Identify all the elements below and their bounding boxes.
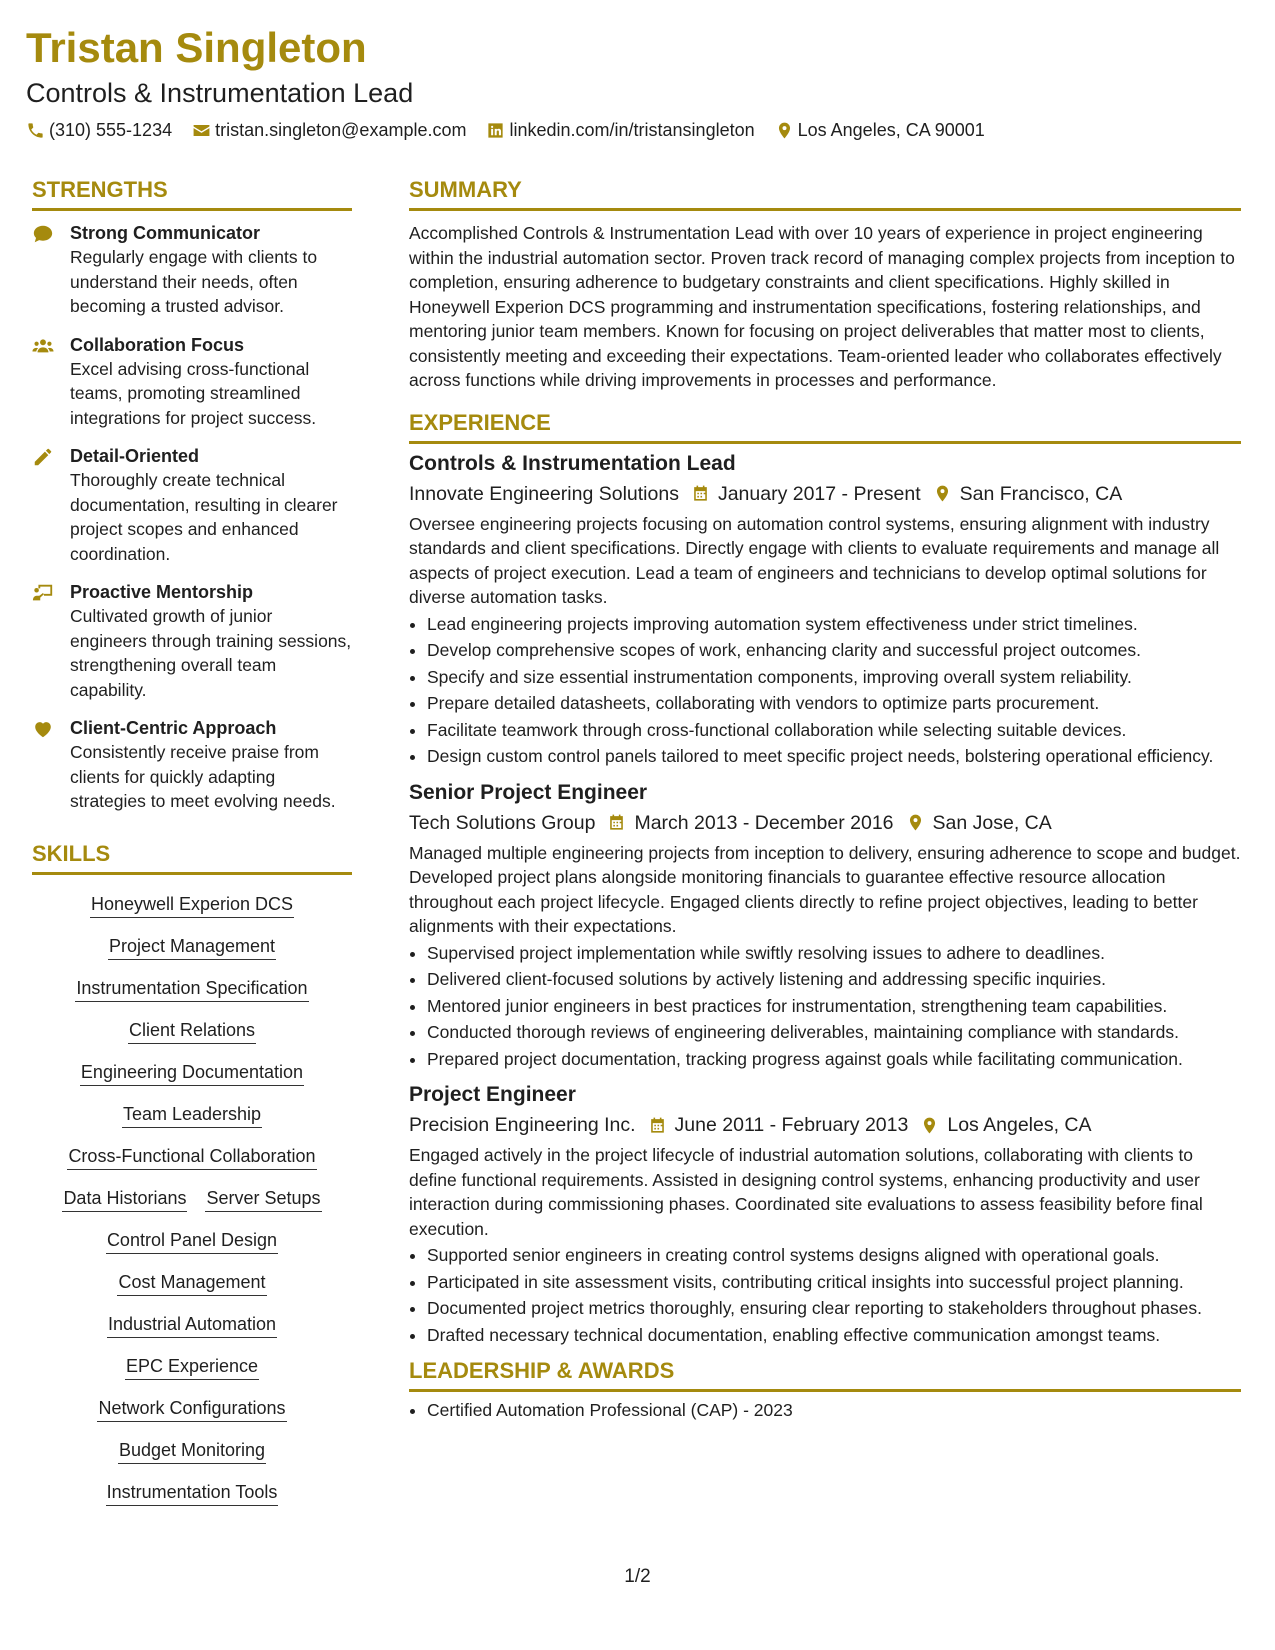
bullet-item: • Supported senior engineers in creating control systems designs aligned with operational goals. <box>427 1243 1241 1268</box>
job-meta <box>409 480 1241 508</box>
calendar-icon <box>691 484 710 503</box>
skill-list <box>32 891 352 1506</box>
skill-tag: Budget Monitoring <box>118 1437 266 1464</box>
speech-bubble-icon <box>32 223 54 245</box>
bullet-item: • Documented project metrics thoroughly, ensuring clear reporting to stakeholders throughout phases. <box>427 1296 1241 1321</box>
job-company: Tech Solutions Group <box>409 811 596 834</box>
skill-tag: Project Management <box>108 933 276 960</box>
calendar-icon <box>607 813 626 832</box>
skill-tag: Control Panel Design <box>106 1227 278 1254</box>
awards-list <box>409 1398 1241 1423</box>
envelope-icon <box>192 121 211 140</box>
job-dates: June 2011 - February 2013 <box>674 1114 909 1136</box>
job-description: Engaged actively in the project lifecycle of industrial automation solutions, collaborating with clients to define functional requirements. Assisted in designing control systems, enhancing productivity and user interaction during commissioning phases. Coordinated site evaluations to assess feasibility before final execution. <box>409 1145 1203 1239</box>
heart-icon <box>32 718 54 740</box>
job-title: Senior Project Engineer <box>409 780 648 804</box>
bullet-item: • Facilitate teamwork through cross-functional collaboration while selecting suitable devices. <box>427 718 1241 743</box>
location-pin-icon <box>906 813 925 832</box>
users-icon <box>32 335 54 357</box>
strength-title: Detail-Oriented <box>70 446 200 466</box>
bullet-item: • Mentored junior engineers in best practices for instrumentation, strengthening team capabilities. <box>427 994 1241 1019</box>
page-number: 1/2 <box>624 1566 651 1587</box>
job-dates: March 2013 - December 2016 <box>634 811 894 834</box>
bullet-item: • Drafted necessary technical documentation, enabling effective communication amongst teams. <box>427 1323 1241 1348</box>
strength-desc: Thoroughly create technical documentation, resulting in clearer project scopes and enhanced coordination. <box>70 470 338 564</box>
skill-tag: Honeywell Experion DCS <box>90 891 294 918</box>
bullet-item: • Lead engineering projects improving automation system effectiveness under strict timelines. <box>427 612 1241 637</box>
contact-text: (310) 555-1234 <box>49 120 173 140</box>
job-entry <box>409 1081 1241 1347</box>
skill-tag: Team Leadership <box>122 1101 262 1128</box>
location-pin-icon <box>775 121 794 140</box>
strength-item <box>32 333 352 431</box>
contact-text: linkedin.com/in/tristansingleton <box>509 120 755 140</box>
awards-heading: LEADERSHIP & AWARDS <box>409 1357 1241 1392</box>
experience-section <box>409 409 1241 1348</box>
contact-bar <box>26 118 1246 142</box>
strength-item <box>32 716 352 814</box>
job-location: San Jose, CA <box>932 811 1052 834</box>
job-description: Managed multiple engineering projects from inception to delivery, ensuring adherence to scope and budget. Developed project plans alongside monitoring financials to guarantee effective resource allocation throughout each project lifecycle. Engaged clients directly to refine project objectives, leading to better alignments with their expectations. <box>409 842 1241 936</box>
skill-tag: Network Configurations <box>97 1395 286 1422</box>
teacher-board-icon <box>32 582 54 604</box>
job-bullets <box>409 941 1241 1072</box>
strength-desc: Excel advising cross-functional teams, promoting streamlined integrations for project success. <box>70 358 317 428</box>
bullet-item: • Develop comprehensive scopes of work, enhancing clarity and successful project outcomes. <box>427 638 1241 663</box>
bullet-item: • Supervised project implementation while swiftly resolving issues to adhere to deadlines. <box>427 941 1241 966</box>
strength-title: Client-Centric Approach <box>70 718 277 738</box>
skill-tag: Instrumentation Specification <box>75 975 308 1002</box>
strength-title: Proactive Mentorship <box>70 582 254 602</box>
job-dates: January 2017 - Present <box>717 482 921 505</box>
location-pin-icon <box>933 484 952 503</box>
skill-tag: Data Historians <box>62 1185 187 1212</box>
summary-heading: SUMMARY <box>409 176 1241 211</box>
strength-desc: Regularly engage with clients to understand their needs, often becoming a trusted advisor. <box>70 247 318 316</box>
skill-tag: Cross-Functional Collaboration <box>67 1143 316 1170</box>
skill-tag: Server Setups <box>205 1185 321 1212</box>
experience-heading: EXPERIENCE <box>409 409 1241 444</box>
left-column <box>32 176 352 1521</box>
contact-location <box>775 118 985 142</box>
job-entry <box>409 450 1241 769</box>
phone-icon <box>26 121 45 140</box>
bullet-item: • Design custom control panels tailored to meet specific project needs, bolstering operational efficiency. <box>427 744 1241 769</box>
skill-tag: Client Relations <box>128 1017 256 1044</box>
strength-item <box>32 444 352 566</box>
job-description: Oversee engineering projects focusing on automation control systems, ensuring alignment with industry standards and client specifications. Directly engage with clients to evaluate requirements and manage all aspects of project execution. Lead a team of engineers and technicians to develop optimal solutions for diverse automation tasks. <box>409 513 1220 607</box>
job-bullets <box>409 612 1241 769</box>
candidate-name: Tristan Singleton <box>26 24 367 71</box>
award-item: • Certified Automation Professional (CAP) - 2023 <box>427 1398 1241 1423</box>
right-column <box>409 176 1241 1425</box>
bullet-item: • Conducted thorough reviews of engineering deliverables, maintaining compliance with standards. <box>427 1020 1241 1045</box>
calendar-icon <box>648 1116 667 1135</box>
resume-header <box>26 22 1246 142</box>
bullet-item: • Participated in site assessment visits, contributing critical insights into successful project planning. <box>427 1270 1241 1295</box>
skill-tag: Instrumentation Tools <box>106 1479 279 1506</box>
contact-email[interactable] <box>192 118 466 142</box>
skill-tag: Cost Management <box>117 1269 266 1296</box>
strengths-heading: STRENGTHS <box>32 176 352 211</box>
strength-item <box>32 580 352 702</box>
location-pin-icon <box>920 1116 939 1135</box>
strength-title: Strong Communicator <box>70 223 261 243</box>
strengths-section <box>32 176 352 814</box>
job-meta <box>409 1111 1241 1139</box>
bullet-item: • Prepared project documentation, tracking progress against goals while facilitating communication. <box>427 1047 1241 1072</box>
job-company: Innovate Engineering Solutions <box>409 482 679 505</box>
pencil-icon <box>32 446 54 468</box>
job-title: Controls & Instrumentation Lead <box>409 451 736 475</box>
skill-tag: Industrial Automation <box>107 1311 277 1338</box>
skills-section <box>32 840 352 1506</box>
job-entry <box>409 779 1241 1072</box>
candidate-title: Controls & Instrumentation Lead <box>26 78 414 108</box>
skill-tag: Engineering Documentation <box>80 1059 304 1086</box>
job-location: Los Angeles, CA <box>947 1114 1092 1136</box>
bullet-item: • Prepare detailed datasheets, collaborating with vendors to optimize parts procurement. <box>427 691 1241 716</box>
strength-desc: Cultivated growth of junior engineers through training sessions, strengthening overall team capability. <box>70 606 352 700</box>
job-title: Project Engineer <box>409 1083 576 1106</box>
strength-item <box>32 221 352 319</box>
job-meta <box>409 809 1241 837</box>
contact-linkedin[interactable] <box>486 118 754 142</box>
awards-section <box>409 1357 1241 1423</box>
strength-title: Collaboration Focus <box>70 334 245 355</box>
linkedin-icon <box>486 121 505 140</box>
skill-tag: EPC Experience <box>125 1353 259 1380</box>
job-company: Precision Engineering Inc. <box>409 1114 636 1136</box>
summary-section <box>409 176 1241 393</box>
contact-phone[interactable] <box>26 118 172 142</box>
skills-heading: SKILLS <box>32 840 352 875</box>
contact-text: tristan.singleton@example.com <box>215 120 467 140</box>
contact-text: Los Angeles, CA 90001 <box>797 120 985 140</box>
job-location: San Francisco, CA <box>959 482 1123 505</box>
job-bullets <box>409 1243 1241 1347</box>
bullet-item: • Delivered client-focused solutions by actively listening and addressing specific inquiries. <box>427 967 1241 992</box>
bullet-item: • Specify and size essential instrumentation components, improving overall system reliability. <box>427 665 1241 690</box>
summary-text: Accomplished Controls & Instrumentation Lead with over 10 years of experience in project engineering within the industrial automation sector. Proven track record of managing complex projects from inception to completion, ensuring adherence to budgetary constraints and client specifications. Highly skilled in Honeywell Experion DCS programming and instrumentation specifications, fostering relationships, and mentoring junior team members. Known for focusing on project deliverables that matter most to clients, consistently meeting and exceeding their expectations. Team-oriented leader who collaborates effectively across functions while driving improvements in processes and performance. <box>409 223 1235 390</box>
strength-desc: Consistently receive praise from clients for quickly adapting strategies to meet evolving needs. <box>70 742 336 811</box>
